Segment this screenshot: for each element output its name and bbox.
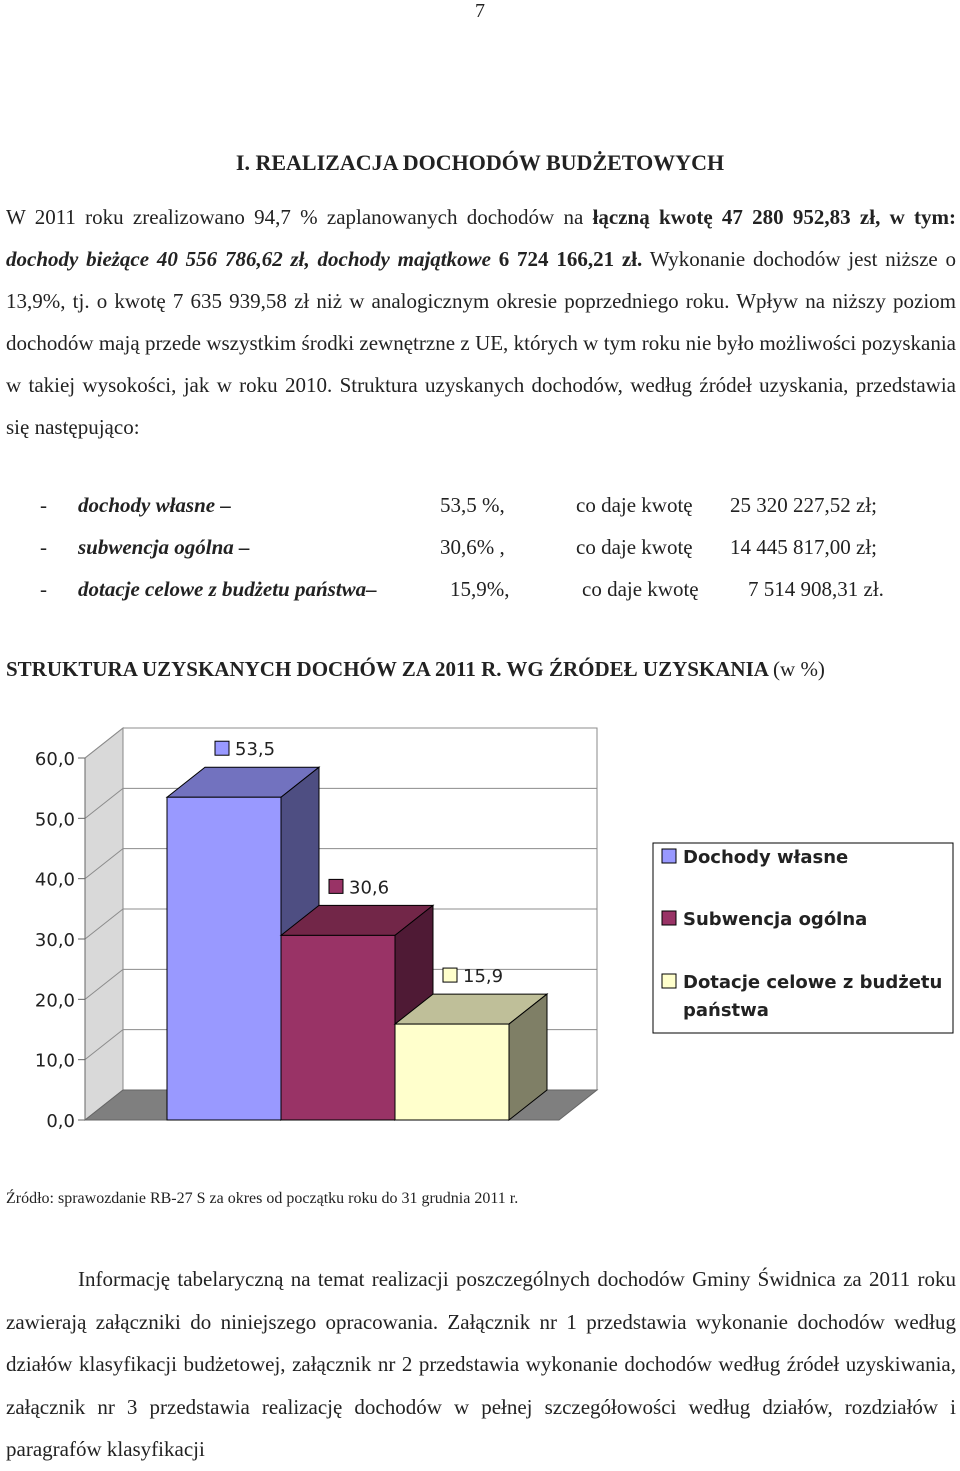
list-percent: 53,5 %, [440, 493, 505, 517]
list-dash: - [40, 493, 47, 517]
legend-swatch [662, 849, 676, 863]
legend-swatch [662, 911, 676, 925]
list-label: dotacje celowe z budżetu państwa– [78, 577, 377, 601]
data-label: 53,5 [235, 739, 276, 761]
list-dash: - [40, 535, 47, 559]
y-tick-label: 0,0 [46, 1111, 75, 1132]
income-structure-chart [0, 720, 960, 1140]
data-label-swatch [443, 968, 457, 982]
intro-breakdown: dochody bieżące 40 556 786,62 zł, dochody majątkowe [6, 247, 491, 271]
list-percent: 30,6% , [440, 535, 505, 559]
y-tick-label: 10,0 [34, 1050, 75, 1072]
chart-title-text: STRUKTURA UZYSKANYCH DOCHÓW ZA 2011 R. WG ŹRÓDEŁ UZYSKANIA [6, 657, 768, 681]
list-kwota-text: co daje kwotę [582, 577, 699, 601]
y-tick-label: 50,0 [34, 809, 75, 831]
section-heading: I. REALIZACJA DOCHODÓW BUDŻETOWYCH [235, 150, 725, 175]
intro-text-2: Wykonanie dochodów jest niższe o 13,9%, tj. o kwotę 7 635 939,58 zł niż w analogicznym okresie poprzedniego roku. Wpływ na niższy poziom dochodów mają przede wszystkim środki zewnętrzne z UE, których w tym roku nie było możliwości pozyskania w takiej wysokości, jak w roku 2010. Struktura uzyskanych dochodów, według źródeł uzyskania, przedstawia się następująco: [6, 247, 956, 439]
list-label: dochody własne – [78, 493, 231, 517]
y-tick-label: 20,0 [34, 990, 75, 1012]
bar [395, 1024, 509, 1120]
data-label-swatch [215, 741, 229, 755]
legend-label: Dotacje celowe z budżetu [683, 972, 943, 993]
income-list [6, 484, 956, 610]
list-amount: 25 320 227,52 zł; [730, 493, 877, 517]
legend-label: Dochody własne [683, 847, 849, 868]
closing-paragraph: Informację tabelaryczną na temat realizacji poszczególnych dochodów Gminy Świdnica za 2011 roku zawierają załączniki do niniejszego opracowania. Załącznik nr 1 przedstawia wykonanie dochodów według działów klasyfikacji budżetowej, załącznik nr 2 przedstawia wykonanie dochodów według źródeł uzyskiwania, załącznik nr 3 przedstawia realizację dochodów w pełnej szczegółowości według działów, rozdziałów i paragrafów klasyfikacji [6, 1267, 956, 1461]
chart-title-unit: (w %) [773, 657, 825, 681]
bar [167, 797, 281, 1120]
intro-paragraph [6, 196, 956, 448]
list-dash: - [40, 577, 47, 601]
source-note: Źródło: sprawozdanie RB-27 S za okres od początku roku do 31 grudnia 2011 r. [6, 1190, 519, 1207]
list-item [6, 568, 956, 610]
list-kwota-text: co daje kwotę [576, 535, 693, 559]
list-label: subwencja ogólna – [78, 535, 250, 559]
legend-swatch [662, 974, 676, 988]
y-tick-label: 60,0 [34, 749, 75, 770]
legend-label: Subwencja ogólna [683, 909, 868, 930]
list-amount: 7 514 908,31 zł. [748, 577, 884, 601]
list-percent: 15,9%, [450, 577, 510, 601]
legend-label-cont: państwa [683, 1000, 769, 1021]
list-kwota-text: co daje kwotę [576, 493, 693, 517]
data-label-swatch [329, 879, 343, 893]
intro-total-amount: łączną kwotę 47 280 952,83 zł, w tym: [592, 205, 956, 229]
list-amount: 14 445 817,00 zł; [730, 535, 877, 559]
data-label: 15,9 [463, 966, 504, 988]
y-tick-label: 30,0 [34, 930, 75, 951]
chart-title [6, 657, 825, 682]
intro-capital-amount: 6 724 166,21 zł. [490, 247, 643, 271]
intro-text-1: W 2011 roku zrealizowano 94,7 % zaplanowanych dochodów na [6, 205, 593, 229]
y-tick-label: 40,0 [34, 869, 75, 891]
bar [281, 935, 395, 1120]
list-item [6, 526, 956, 568]
data-label: 30,6 [349, 877, 390, 899]
page-number: 7 [475, 0, 485, 22]
list-item [6, 484, 956, 526]
